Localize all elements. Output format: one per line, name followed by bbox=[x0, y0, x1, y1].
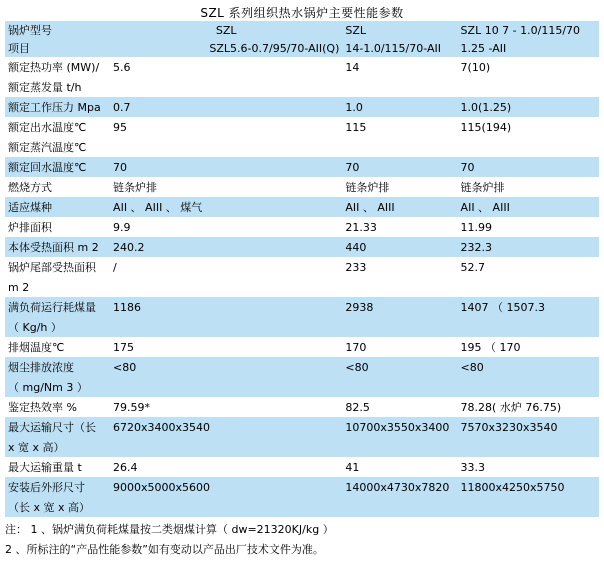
value-cell: 95 bbox=[110, 117, 342, 137]
table-row bbox=[5, 157, 599, 177]
value-cell: 79.59* bbox=[110, 397, 342, 417]
value-cell: 70 bbox=[342, 157, 457, 177]
row-label-cell: 额定回水温度℃ bbox=[5, 157, 110, 177]
value-cell: 33.3 bbox=[458, 457, 599, 477]
row-label-cell: m 2 bbox=[5, 277, 110, 297]
row-label-cell: 最大运输重量 t bbox=[5, 457, 110, 477]
row-label-cell: 燃烧方式 bbox=[5, 177, 110, 197]
value-cell: 175 bbox=[110, 337, 342, 357]
value-cell bbox=[110, 497, 342, 517]
footnote-2: 2 、所标注的“产品性能参数”如有变动以产品出厂技术文件为准。 bbox=[5, 543, 324, 556]
row-label-cell: 最大运输尺寸（长 bbox=[5, 417, 110, 437]
row-label-cell: （ mg/Nm 3 ） bbox=[5, 377, 110, 397]
value-cell bbox=[110, 137, 342, 157]
footnote-1: 注： 1 、锅炉满负荷耗煤量按二类烟煤计算（ dw=21320KJ/kg ） bbox=[5, 523, 334, 536]
value-cell: SZL 10 7 - 1.0/115/70 bbox=[458, 21, 599, 39]
table-row bbox=[5, 237, 599, 257]
table-row bbox=[5, 117, 599, 137]
value-cell: 41 bbox=[342, 457, 457, 477]
value-cell: 1.0 bbox=[342, 97, 457, 117]
row-label-cell: 项目 bbox=[5, 39, 110, 57]
value-cell bbox=[458, 497, 599, 517]
value-cell bbox=[342, 277, 457, 297]
table-row bbox=[5, 77, 599, 97]
value-cell: 78.28( 水炉 76.75) bbox=[458, 397, 599, 417]
value-cell bbox=[458, 437, 599, 457]
value-cell: SZL bbox=[342, 21, 457, 39]
table-row bbox=[5, 497, 599, 517]
table-row bbox=[5, 317, 599, 337]
value-cell bbox=[342, 317, 457, 337]
row-label-cell: 本体受热面积 m 2 bbox=[5, 237, 110, 257]
value-cell bbox=[458, 377, 599, 397]
value-cell: 115 bbox=[342, 117, 457, 137]
value-cell: 链条炉排 bbox=[458, 177, 599, 197]
row-label-cell: 炉排面积 bbox=[5, 217, 110, 237]
table-row bbox=[5, 177, 599, 197]
value-cell: 1407 （ 1507.3 bbox=[458, 297, 599, 317]
value-cell bbox=[342, 77, 457, 97]
value-cell: 9.9 bbox=[110, 217, 342, 237]
row-label-cell: 烟尘排放浓度 bbox=[5, 357, 110, 377]
value-cell: 14 bbox=[342, 57, 457, 77]
value-cell bbox=[110, 317, 342, 337]
table-row bbox=[5, 357, 599, 377]
value-cell: 232.3 bbox=[458, 237, 599, 257]
table-row bbox=[5, 97, 599, 117]
table-row bbox=[5, 197, 599, 217]
value-cell: 6720x3400x3540 bbox=[110, 417, 342, 437]
value-cell bbox=[458, 77, 599, 97]
row-label-cell: 额定工作压力 Mpa bbox=[5, 97, 110, 117]
row-label-cell: 额定蒸发量 t/h bbox=[5, 77, 110, 97]
row-label-cell: 额定热功率 (MW)/ bbox=[5, 57, 110, 77]
value-cell: 0.7 bbox=[110, 97, 342, 117]
table-row bbox=[5, 437, 599, 457]
value-cell: 52.7 bbox=[458, 257, 599, 277]
table-row bbox=[5, 477, 599, 497]
table-row bbox=[5, 39, 599, 57]
row-label-cell: 满负荷运行耗煤量 bbox=[5, 297, 110, 317]
value-cell bbox=[110, 377, 342, 397]
value-cell: 11.99 bbox=[458, 217, 599, 237]
row-label-cell: 鉴定热效率 % bbox=[5, 397, 110, 417]
value-cell: 14-1.0/115/70-AII bbox=[342, 39, 457, 57]
table-row bbox=[5, 417, 599, 437]
value-cell: 11800x4250x5750 bbox=[458, 477, 599, 497]
value-cell: 21.33 bbox=[342, 217, 457, 237]
row-label-cell: x 宽 x 高） bbox=[5, 437, 110, 457]
value-cell bbox=[458, 317, 599, 337]
value-cell: SZL bbox=[110, 21, 342, 39]
value-cell: 115(194) bbox=[458, 117, 599, 137]
value-cell: <80 bbox=[458, 357, 599, 377]
value-cell: 10700x3550x3400 bbox=[342, 417, 457, 437]
table-row bbox=[5, 57, 599, 77]
value-cell: 440 bbox=[342, 237, 457, 257]
value-cell: 240.2 bbox=[110, 237, 342, 257]
value-cell: 9000x5000x5600 bbox=[110, 477, 342, 497]
value-cell: <80 bbox=[342, 357, 457, 377]
row-label-cell: 额定出水温度℃ bbox=[5, 117, 110, 137]
value-cell: 1.0(1.25) bbox=[458, 97, 599, 117]
value-cell: 233 bbox=[342, 257, 457, 277]
value-cell: 26.4 bbox=[110, 457, 342, 477]
value-cell: 7(10) bbox=[458, 57, 599, 77]
value-cell: 170 bbox=[342, 337, 457, 357]
value-cell: AII 、 AIII 、 煤气 bbox=[110, 197, 342, 217]
value-cell: SZL5.6-0.7/95/70-AII(Q) bbox=[110, 39, 342, 57]
table-row bbox=[5, 297, 599, 317]
value-cell bbox=[110, 437, 342, 457]
value-cell: 70 bbox=[110, 157, 342, 177]
value-cell: 82.5 bbox=[342, 397, 457, 417]
value-cell bbox=[110, 277, 342, 297]
table-row bbox=[5, 217, 599, 237]
value-cell: AII 、 AIII bbox=[342, 197, 457, 217]
table-row bbox=[5, 257, 599, 277]
value-cell: 195 （ 170 bbox=[458, 337, 599, 357]
row-label-cell: 安装后外形尺寸 bbox=[5, 477, 110, 497]
value-cell bbox=[110, 77, 342, 97]
row-label-cell: 锅炉型号 bbox=[5, 21, 110, 39]
value-cell bbox=[342, 377, 457, 397]
value-cell bbox=[342, 497, 457, 517]
table-row bbox=[5, 277, 599, 297]
table-row bbox=[5, 397, 599, 417]
value-cell: 1186 bbox=[110, 297, 342, 317]
value-cell bbox=[458, 277, 599, 297]
value-cell: 2938 bbox=[342, 297, 457, 317]
page-title: SZL 系列组织热水锅炉主要性能参数 bbox=[200, 6, 404, 20]
value-cell: 链条炉排 bbox=[110, 177, 342, 197]
value-cell bbox=[342, 437, 457, 457]
value-cell bbox=[458, 137, 599, 157]
value-cell: 链条炉排 bbox=[342, 177, 457, 197]
value-cell: 7570x3230x3540 bbox=[458, 417, 599, 437]
value-cell: 5.6 bbox=[110, 57, 342, 77]
row-label-cell: 锅炉尾部受热面积 bbox=[5, 257, 110, 277]
row-label-cell: 额定蒸汽温度℃ bbox=[5, 137, 110, 157]
table-row bbox=[5, 457, 599, 477]
value-cell: 70 bbox=[458, 157, 599, 177]
row-label-cell: 适应煤种 bbox=[5, 197, 110, 217]
value-cell: AII 、 AIII bbox=[458, 197, 599, 217]
value-cell bbox=[342, 137, 457, 157]
row-label-cell: （ Kg/h ） bbox=[5, 317, 110, 337]
value-cell: 14000x4730x7820 bbox=[342, 477, 457, 497]
row-label-cell: 排烟温度℃ bbox=[5, 337, 110, 357]
table-row bbox=[5, 21, 599, 39]
table-row bbox=[5, 137, 599, 157]
row-label-cell: （长 x 宽 x 高） bbox=[5, 497, 110, 517]
value-cell: / bbox=[110, 257, 342, 277]
value-cell: <80 bbox=[110, 357, 342, 377]
table-row bbox=[5, 337, 599, 357]
value-cell: 1.25 -AII bbox=[458, 39, 599, 57]
performance-table bbox=[5, 21, 599, 517]
table-row bbox=[5, 377, 599, 397]
